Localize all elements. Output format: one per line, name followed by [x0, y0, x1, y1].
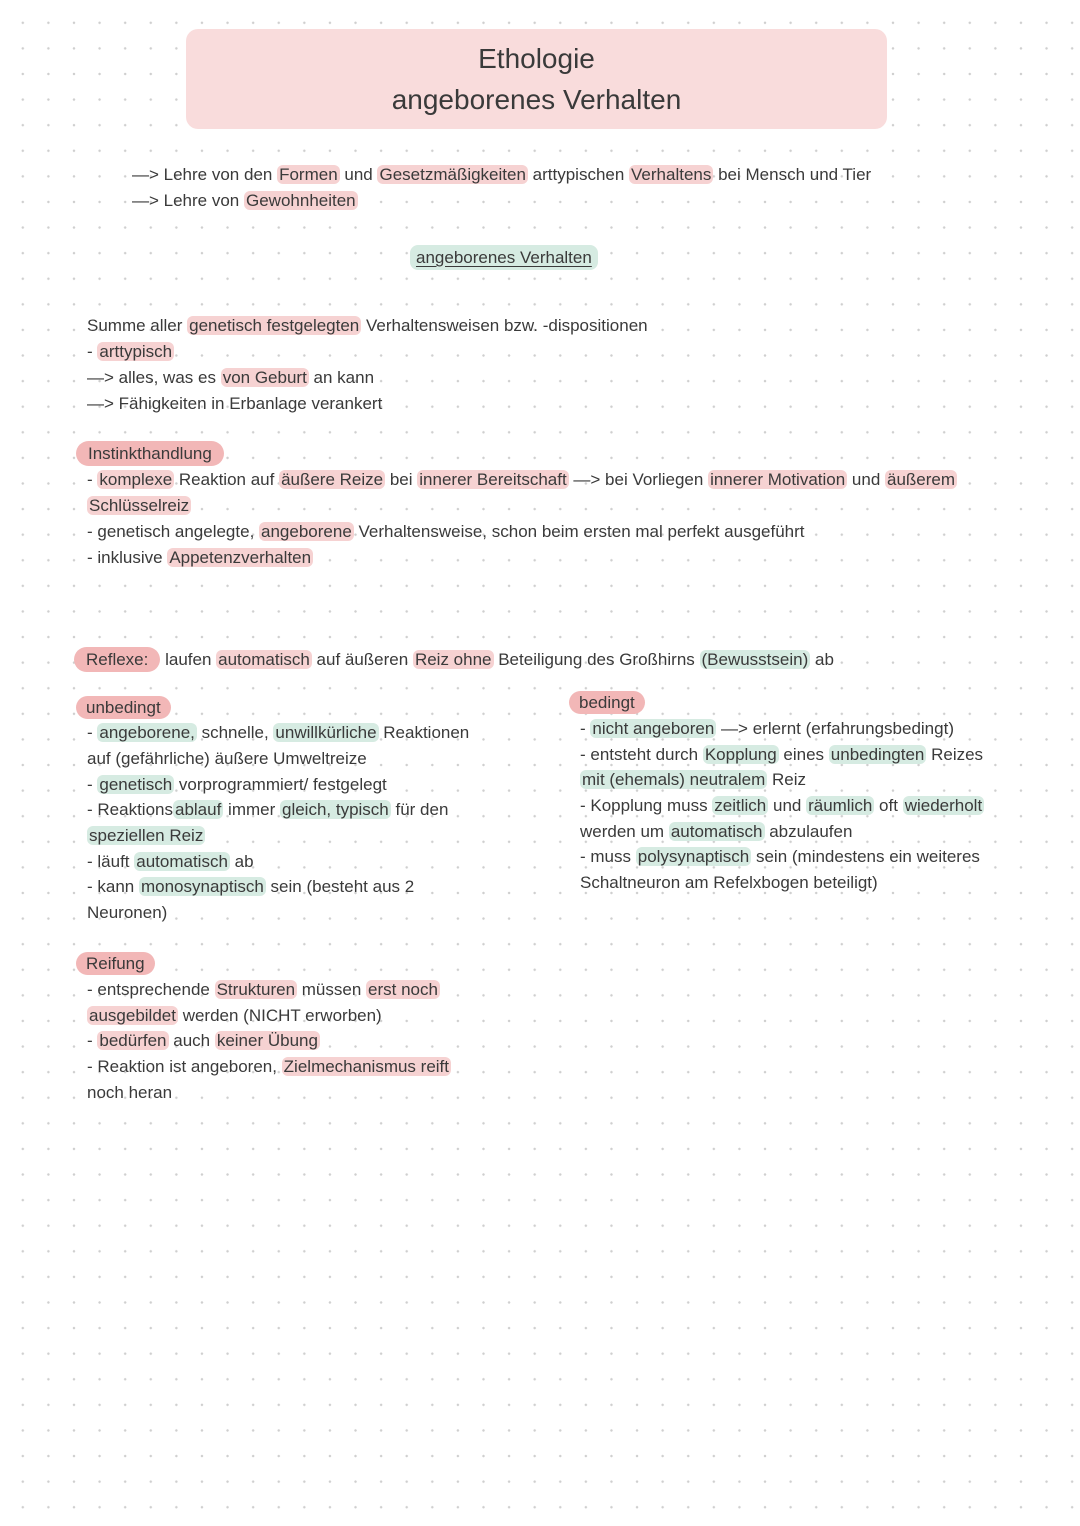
- highlight: räumlich: [808, 796, 873, 815]
- highlight: gleich, typisch: [281, 800, 389, 819]
- text: - genetisch angelegte,: [87, 522, 260, 541]
- highlight: angeborene: [261, 522, 352, 541]
- maturation-line-5: noch heran: [87, 1083, 173, 1102]
- definition-line-1: [87, 313, 648, 339]
- conditioned-heading: [569, 690, 645, 716]
- highlight: genetisch festgelegten: [189, 316, 360, 335]
- highlight: wiederholt: [904, 796, 983, 815]
- highlight: speziellen Reiz: [89, 826, 204, 845]
- text: laufen: [160, 650, 217, 669]
- title-box: [186, 29, 887, 129]
- instinct-line-4: [87, 545, 313, 571]
- text: auch: [168, 1031, 215, 1050]
- highlight: äußere Reize: [281, 470, 384, 489]
- text: abzulaufen: [764, 822, 853, 841]
- highlight: unwillkürliche: [275, 723, 377, 742]
- text: -: [87, 723, 98, 742]
- highlight: Gesetzmäßigkeiten: [379, 165, 526, 184]
- intro-text: und: [339, 165, 378, 184]
- maturation-line-3: [87, 1028, 320, 1054]
- highlight: Kopplung: [704, 745, 777, 764]
- reflexes-line: [74, 647, 834, 673]
- text: - Kopplung muss: [580, 796, 713, 815]
- text: -: [87, 775, 98, 794]
- text: werden (NICHT erworben): [177, 1006, 382, 1025]
- text: - kann: [87, 877, 139, 896]
- text: werden um: [580, 822, 669, 841]
- definition-line-2: [87, 339, 174, 365]
- conditioned-line-3: [580, 767, 806, 793]
- highlight: Appetenzverhalten: [169, 548, 312, 567]
- intro-text: bei Mensch und Tier: [713, 165, 872, 184]
- highlight: automatisch: [136, 852, 228, 871]
- text: -: [87, 342, 98, 361]
- text: - Reaktion ist angeboren,: [87, 1057, 282, 1076]
- unconditioned-line-4: [87, 797, 448, 823]
- highlight: nicht angeboren: [592, 719, 715, 738]
- section-heading: angeborenes Verhalten: [410, 245, 598, 270]
- text: —> erlernt (erfahrungsbedingt): [716, 719, 954, 738]
- text: Reaktionen: [378, 723, 470, 742]
- maturation-heading: [76, 951, 155, 977]
- intro-line-1: [132, 162, 871, 188]
- conditioned-line-2: [580, 742, 983, 768]
- text: eines: [778, 745, 829, 764]
- highlight: Schlüsselreiz: [89, 496, 190, 515]
- text: für den: [390, 800, 449, 819]
- section-tag: unbedingt: [76, 696, 171, 719]
- text: oft: [874, 796, 903, 815]
- highlight: automatisch: [218, 650, 310, 669]
- highlight: von Geburt: [222, 368, 307, 387]
- text: schnelle,: [196, 723, 274, 742]
- text: Beteiligung des Großhirns: [493, 650, 700, 669]
- highlight: erst noch: [368, 980, 438, 999]
- text: an kann: [308, 368, 375, 387]
- highlight: innerer Bereitschaft: [419, 470, 567, 489]
- highlight: zeitlich: [714, 796, 767, 815]
- highlight: Verhaltens: [631, 165, 712, 184]
- highlight: mit (ehemals) neutralem: [582, 770, 766, 789]
- instinct-line-2: [87, 493, 191, 519]
- page-title: Ethologie: [478, 43, 595, 74]
- text: —> alles, was es: [87, 368, 221, 387]
- highlight: äußerem: [887, 470, 956, 489]
- text: Reiz: [767, 770, 807, 789]
- highlight: genetisch: [99, 775, 173, 794]
- highlight: Strukturen: [216, 980, 296, 999]
- page-subtitle: angeborenes Verhalten: [391, 84, 682, 115]
- text: -: [87, 470, 98, 489]
- unconditioned-heading: [76, 695, 171, 721]
- conditioned-line-4: [580, 793, 984, 819]
- text: - Reaktions: [87, 800, 173, 819]
- highlight: unbedingten: [830, 745, 925, 764]
- conditioned-line-5: [580, 819, 852, 845]
- conditioned-line-1: [580, 716, 954, 742]
- highlight: ausgebildet: [89, 1006, 176, 1025]
- highlight: arttypisch: [99, 342, 173, 361]
- text: - entsprechende: [87, 980, 215, 999]
- unconditioned-line-3: [87, 772, 387, 798]
- text: ab: [810, 650, 834, 669]
- maturation-line-1: [87, 977, 440, 1003]
- highlight: angeborene,: [99, 723, 195, 742]
- section-tag: Reflexe:: [74, 647, 160, 672]
- text: auf äußeren: [311, 650, 413, 669]
- highlight: komplexe: [99, 470, 173, 489]
- intro-text: —> Lehre von den: [132, 165, 278, 184]
- instinct-heading: [76, 441, 224, 467]
- highlight: Gewohnheiten: [246, 191, 356, 210]
- highlight: automatisch: [670, 822, 763, 841]
- text: Reaktion auf: [174, 470, 280, 489]
- section-tag: Reifung: [76, 952, 155, 975]
- text: vorprogrammiert/ festgelegt: [174, 775, 387, 794]
- maturation-line-2: [87, 1003, 382, 1029]
- text: ab: [229, 852, 254, 871]
- highlight: ablauf: [174, 800, 222, 819]
- highlight: monosynaptisch: [140, 877, 264, 896]
- highlight: Zielmechanismus reift: [283, 1057, 449, 1076]
- unconditioned-line-6: [87, 849, 254, 875]
- intro-line-2: [132, 188, 358, 214]
- intro-text: arttypischen: [527, 165, 630, 184]
- text: müssen: [297, 980, 367, 999]
- definition-line-3: [87, 365, 374, 391]
- text: —> bei Vorliegen: [568, 470, 709, 489]
- maturation-line-4: [87, 1054, 451, 1080]
- highlight: Reiz ohne: [414, 650, 492, 669]
- text: und: [768, 796, 807, 815]
- highlight: Formen: [279, 165, 338, 184]
- intro-text: —> Lehre von: [132, 191, 244, 210]
- highlight: keiner Übung: [216, 1031, 318, 1050]
- text: - läuft: [87, 852, 135, 871]
- text: - entsteht durch: [580, 745, 703, 764]
- text: Reizes: [926, 745, 984, 764]
- definition-line-4: —> Fähigkeiten in Erbanlage verankert: [87, 394, 383, 413]
- section-tag: Instinkthandlung: [76, 441, 224, 466]
- text: sein (besteht aus 2: [265, 877, 415, 896]
- instinct-line-3: [87, 519, 805, 545]
- unconditioned-line-7: [87, 874, 414, 900]
- text: - muss: [580, 847, 636, 866]
- text: Verhaltensweise, schon beim ersten mal perfekt ausgeführt: [353, 522, 805, 541]
- text: Verhaltensweisen bzw. -dispositionen: [361, 316, 648, 335]
- text: immer: [223, 800, 280, 819]
- highlight: bedürfen: [99, 1031, 167, 1050]
- highlight: innerer Motivation: [710, 470, 846, 489]
- conditioned-line-7: Schaltneuron am Refelxbogen beteiligt): [580, 873, 878, 892]
- text: und: [847, 470, 886, 489]
- text: -: [580, 719, 591, 738]
- unconditioned-line-8: Neuronen): [87, 903, 168, 922]
- highlight: polysynaptisch: [637, 847, 750, 866]
- text: Summe aller: [87, 316, 188, 335]
- text: bei: [385, 470, 418, 489]
- highlight: (Bewusstsein): [701, 650, 809, 669]
- conditioned-line-6: [580, 844, 980, 870]
- text: sein (mindestens ein weiteres: [751, 847, 980, 866]
- text: - inklusive: [87, 548, 168, 567]
- instinct-line-1: [87, 467, 957, 493]
- unconditioned-line-1: [87, 720, 469, 746]
- unconditioned-line-2: auf (gefährliche) äußere Umweltreize: [87, 749, 367, 768]
- unconditioned-line-5: [87, 823, 205, 849]
- section-tag: bedingt: [569, 691, 645, 714]
- text: -: [87, 1031, 98, 1050]
